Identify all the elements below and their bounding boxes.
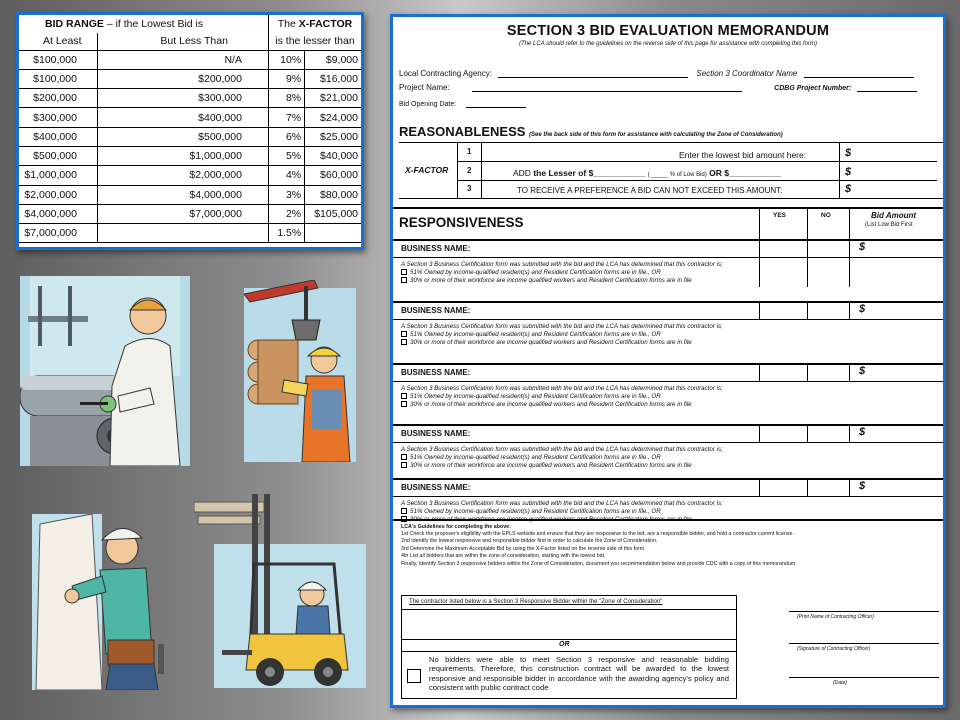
no-field[interactable] [811,241,845,255]
divider [393,257,943,258]
col-at-least: At Least [19,33,97,50]
checkbox[interactable] [401,508,407,514]
divider [393,496,943,497]
step3-dollar[interactable]: $ [845,183,852,195]
xfactor-cell-amount: $21,000 [305,89,361,108]
xfactor-cell-pct: 7% [268,108,304,127]
divider [849,363,850,381]
cert-option-1: 51% Owned by income-qualified resident(s) and Resident Certification forms are in file., OR [401,269,661,276]
checkbox[interactable] [401,269,407,275]
memo-title: SECTION 3 BID EVALUATION MEMORANDUM [506,23,830,39]
step2-text: ADD the Lesser of $___________ ( _____ % of Low Bid) OR $___________ [513,168,781,178]
guideline-item: Finally, Identify Section 3 responsive bidders within the Zone of Consideration, document you recommendation below and provide CDC with a copy of this memorandum. [401,560,797,567]
guideline-item: 2nd Identify the lowest responsive and responsible bidder first in order to calculate the Zone of Consideration. [401,538,658,545]
lca-row [399,69,937,78]
step2-num: 2 [467,166,472,175]
divider [393,519,943,521]
divider [759,239,760,257]
xfactor-cell-amount: $24,000 [305,108,361,127]
xfactor-cell-pct: 1.5% [268,224,304,243]
xfactor-cell-less-than: $7,000,000 [97,204,268,223]
guideline-item: 3rd Determine the Maximum Acceptable Bid by using the X-Factor listed on the reverse side of this form. [401,545,646,552]
checkbox[interactable] [401,401,407,407]
step1-dollar[interactable]: $ [845,147,852,159]
divider [849,478,850,496]
cdbg-label: CDBG Project Number: [774,85,852,92]
coordinator-label: Section 3 Coordinator Name [696,69,798,78]
xfactor-row [19,50,361,69]
forklift-driver-clipart [194,494,366,688]
cert-option-1: 51% Owned by income-qualified resident(s) and Resident Certification forms are in file., OR [401,393,661,400]
checkbox[interactable] [401,393,407,399]
col-less-than: But Less Than [97,33,268,50]
divider [393,319,943,320]
yes-field[interactable] [763,365,803,379]
xfactor-cell-pct: 4% [268,166,304,185]
xfactor-header: The X-FACTOR [268,15,361,33]
print-name-label: (Print Name of Contracting Officer) [797,614,874,620]
xfactor-cell-less-than: $400,000 [97,108,268,127]
zone-header: The contractor listed below is a Section 3 Responsive Bidder within the "Zone of Consideration" [409,599,663,605]
no-field[interactable] [811,426,845,440]
no-field[interactable] [811,303,845,317]
xfactor-cell-at-least: $100,000 [19,50,97,69]
divider [807,301,808,319]
xfactor-row [19,127,361,146]
checkbox[interactable] [401,454,407,460]
xfactor-cell-pct: 2% [268,204,304,223]
divider [849,301,850,319]
xfactor-cell-at-least: $4,000,000 [19,204,97,223]
xfactor-cell-less-than: $500,000 [97,127,268,146]
xfactor-cell-pct: 9% [268,69,304,88]
yes-field[interactable] [763,303,803,317]
xfactor-row [19,69,361,88]
crane-log-worker-clipart [244,280,356,462]
col-yes: YES [773,212,787,219]
business-name-label: BUSINESS NAME: [401,483,471,492]
xfactor-cell-pct: 10% [268,50,304,69]
xfactor-cell-less-than: $300,000 [97,89,268,108]
business-name-label: BUSINESS NAME: [401,244,471,253]
reasonableness-section-title: REASONABLENESS (See the back side of this form for assistance with calculating the Zone of Consideration) [399,124,783,139]
divider [807,363,808,381]
xfactor-cell-amount: $25,000 [305,127,361,146]
divider [401,639,737,640]
divider [457,180,937,181]
cdbg-field[interactable] [857,83,917,92]
date-line[interactable] [789,677,939,678]
divider [849,239,850,257]
xfactor-row [19,185,361,204]
no-bidders-checkbox[interactable] [407,669,421,683]
project-name-label: Project Name: [399,83,450,92]
checkbox[interactable] [401,277,407,283]
cert-line: A Section 3 Business Certification form was submitted with the bid and the LCA has determined that this contractor is; [401,323,723,330]
bid-opening-row [399,99,937,108]
xfactor-cell-amount: $105,000 [305,204,361,223]
lca-field[interactable] [498,69,688,78]
project-name-field[interactable] [472,83,742,92]
xfactor-row [19,108,361,127]
responsiveness-section-title: RESPONSIVENESS [399,215,524,230]
xfactor-cell-amount [305,224,361,243]
xfactor-cell-less-than: N/A [97,50,268,69]
divider [393,381,943,382]
col-bid-amount-sub: (List Low Bid First [865,222,913,228]
xfactor-cell-at-least: $400,000 [19,127,97,146]
business-name-label: BUSINESS NAME: [401,306,471,315]
checkbox[interactable] [401,331,407,337]
xfactor-cell-at-least: $2,000,000 [19,185,97,204]
coordinator-field[interactable] [804,69,914,78]
project-row [399,83,937,92]
divider [481,142,482,199]
xfactor-cell-pct: 3% [268,185,304,204]
checkbox[interactable] [401,339,407,345]
bid-amount-field[interactable]: $ [859,426,866,438]
guideline-item: 1st Check the proposer's eligibility with the EPLS website and ensure that they are responsive to the bid, are a responsible bidder, and hold a contractor current license. [401,531,794,537]
bid-amount-field[interactable]: $ [859,365,866,377]
cert-option-1: 51% Owned by income-qualified resident(s) and Resident Certification forms are in file., OR [401,331,661,338]
divider [759,301,760,319]
yes-field[interactable] [763,241,803,255]
or-label: OR [559,641,570,648]
xfactor-cell-less-than: $4,000,000 [97,185,268,204]
divider [401,609,737,610]
step1-text: Enter the lowest bid amount here: [679,150,807,160]
xfactor-cell-amount: $40,000 [305,146,361,165]
xfactor-cell-pct: 8% [268,89,304,108]
divider [849,424,850,442]
bid-opening-field[interactable] [466,99,526,108]
xfactor-cell-pct: 6% [268,127,304,146]
cert-line: A Section 3 Business Certification form was submitted with the bid and the LCA has determined that this contractor is; [401,261,723,268]
xfactor-row [19,224,361,243]
signature-line[interactable] [789,643,939,644]
carpenter-panel-clipart [22,504,180,690]
reasonableness-note: (See the back side of this form for assistance with calculating the Zone of Consideration) [529,132,783,138]
xfactor-label: X-FACTOR [405,165,449,175]
checkbox[interactable] [401,462,407,468]
xfactor-cell-at-least: $7,000,000 [19,224,97,243]
print-name-line[interactable] [789,611,939,612]
cert-option-1: 51% Owned by income-qualified resident(s) and Resident Certification forms are in file., OR [401,508,661,515]
xfactor-cell-at-least: $200,000 [19,89,97,108]
xfactor-row [19,89,361,108]
cert-line: A Section 3 Business Certification form was submitted with the bid and the LCA has determined that this contractor is; [401,385,723,392]
divider [393,207,943,209]
step1-num: 1 [467,147,472,156]
divider [759,478,760,496]
cert-line: A Section 3 Business Certification form was submitted with the bid and the LCA has determined that this contractor is; [401,446,723,453]
step3-num: 3 [467,184,472,193]
xfactor-cell-amount: $16,000 [305,69,361,88]
lca-label: Local Contracting Agency: [399,69,492,78]
xfactor-cell-at-least: $300,000 [19,108,97,127]
cert-option-2: 30% or more of their workforce are income qualified workers and Resident Certification forms are in file [401,277,692,284]
no-field[interactable] [811,480,845,494]
xfactor-cell-pct: 5% [268,146,304,165]
xfactor-cell-at-least: $500,000 [19,146,97,165]
step2-dollar[interactable]: $ [845,166,852,178]
xfactor-row [19,166,361,185]
xfactor-cell-less-than: $2,000,000 [97,166,268,185]
col-lesser: is the lesser than [268,33,361,50]
divider [759,363,760,381]
divider [807,478,808,496]
cert-option-2: 30% or more of their workforce are income qualified workers and Resident Certification forms are in file [401,401,692,408]
bid-amount-field[interactable]: $ [859,241,866,253]
xfactor-table-panel [16,12,364,250]
date-label: (Date) [833,680,847,686]
xfactor-table [19,15,361,243]
cert-option-2: 30% or more of their workforce are income qualified workers and Resident Certification forms are in file [401,462,692,469]
cert-option-2: 30% or more of their workforce are income qualified workers and Resident Certification forms are in file [401,516,692,523]
divider [839,142,840,199]
bid-evaluation-memorandum [390,14,946,708]
no-field[interactable] [811,365,845,379]
xfactor-cell-less-than: $200,000 [97,69,268,88]
xfactor-cell-amount: $60,000 [305,166,361,185]
business-name-label: BUSINESS NAME: [401,368,471,377]
guideline-item: 4th List all bidders that are within the zone of consideration, starting with the lowest bid. [401,553,606,560]
bid-opening-label: Bid Opening Date: [399,101,457,108]
col-bid-amount: Bid Amount [871,211,917,220]
xfactor-row [19,204,361,223]
divider [807,239,808,257]
business-name-label: BUSINESS NAME: [401,429,471,438]
xfactor-row [19,146,361,165]
divider [759,424,760,442]
xfactor-cell-at-least: $1,000,000 [19,166,97,185]
xfactor-cell-amount: $80,000 [305,185,361,204]
xfactor-cell-less-than: $1,000,000 [97,146,268,165]
signature-label: (Signature of Contracting Officer) [797,646,871,652]
guidelines-title: LCA's Guidelines for completing the above: [401,524,511,530]
bid-amount-field[interactable]: $ [859,480,866,492]
divider [807,424,808,442]
divider [393,442,943,443]
divider [457,161,937,162]
memo-subtitle: (The LCA should refer to the guidelines on the reverse side of this page for assistance with completing this form) [519,41,817,47]
yes-field[interactable] [763,480,803,494]
step3-text: TO RECEIVE A PREFERENCE A BID CAN NOT EXCEED THIS AMOUNT: [517,186,783,195]
cert-option-2: 30% or more of their workforce are income qualified workers and Resident Certification forms are in file [401,339,692,346]
xfactor-cell-amount: $9,000 [305,50,361,69]
pipe-worker-clipart [20,276,190,466]
xfactor-cell-less-than [97,224,268,243]
xfactor-cell-at-least: $100,000 [19,69,97,88]
cert-option-1: 51% Owned by income-qualified resident(s) and Resident Certification forms are in file., OR [401,454,661,461]
no-bidders-text: No bidders were able to meet Section 3 responsive and reasonable bidding requirements. Therefore, this construction contract will be awarded to the lowest responsive and responsible bidder in accordance with the awarding agency's policy and consistent with public contract code [429,655,729,692]
bid-amount-field[interactable]: $ [859,303,866,315]
bid-range-header: BID RANGE – if the Lowest Bid is [19,15,268,33]
divider [457,142,458,199]
cert-line: A Section 3 Business Certification form was submitted with the bid and the LCA has determined that this contractor is; [401,500,723,507]
yes-field[interactable] [763,426,803,440]
divider [401,651,737,652]
col-no: NO [821,212,831,219]
